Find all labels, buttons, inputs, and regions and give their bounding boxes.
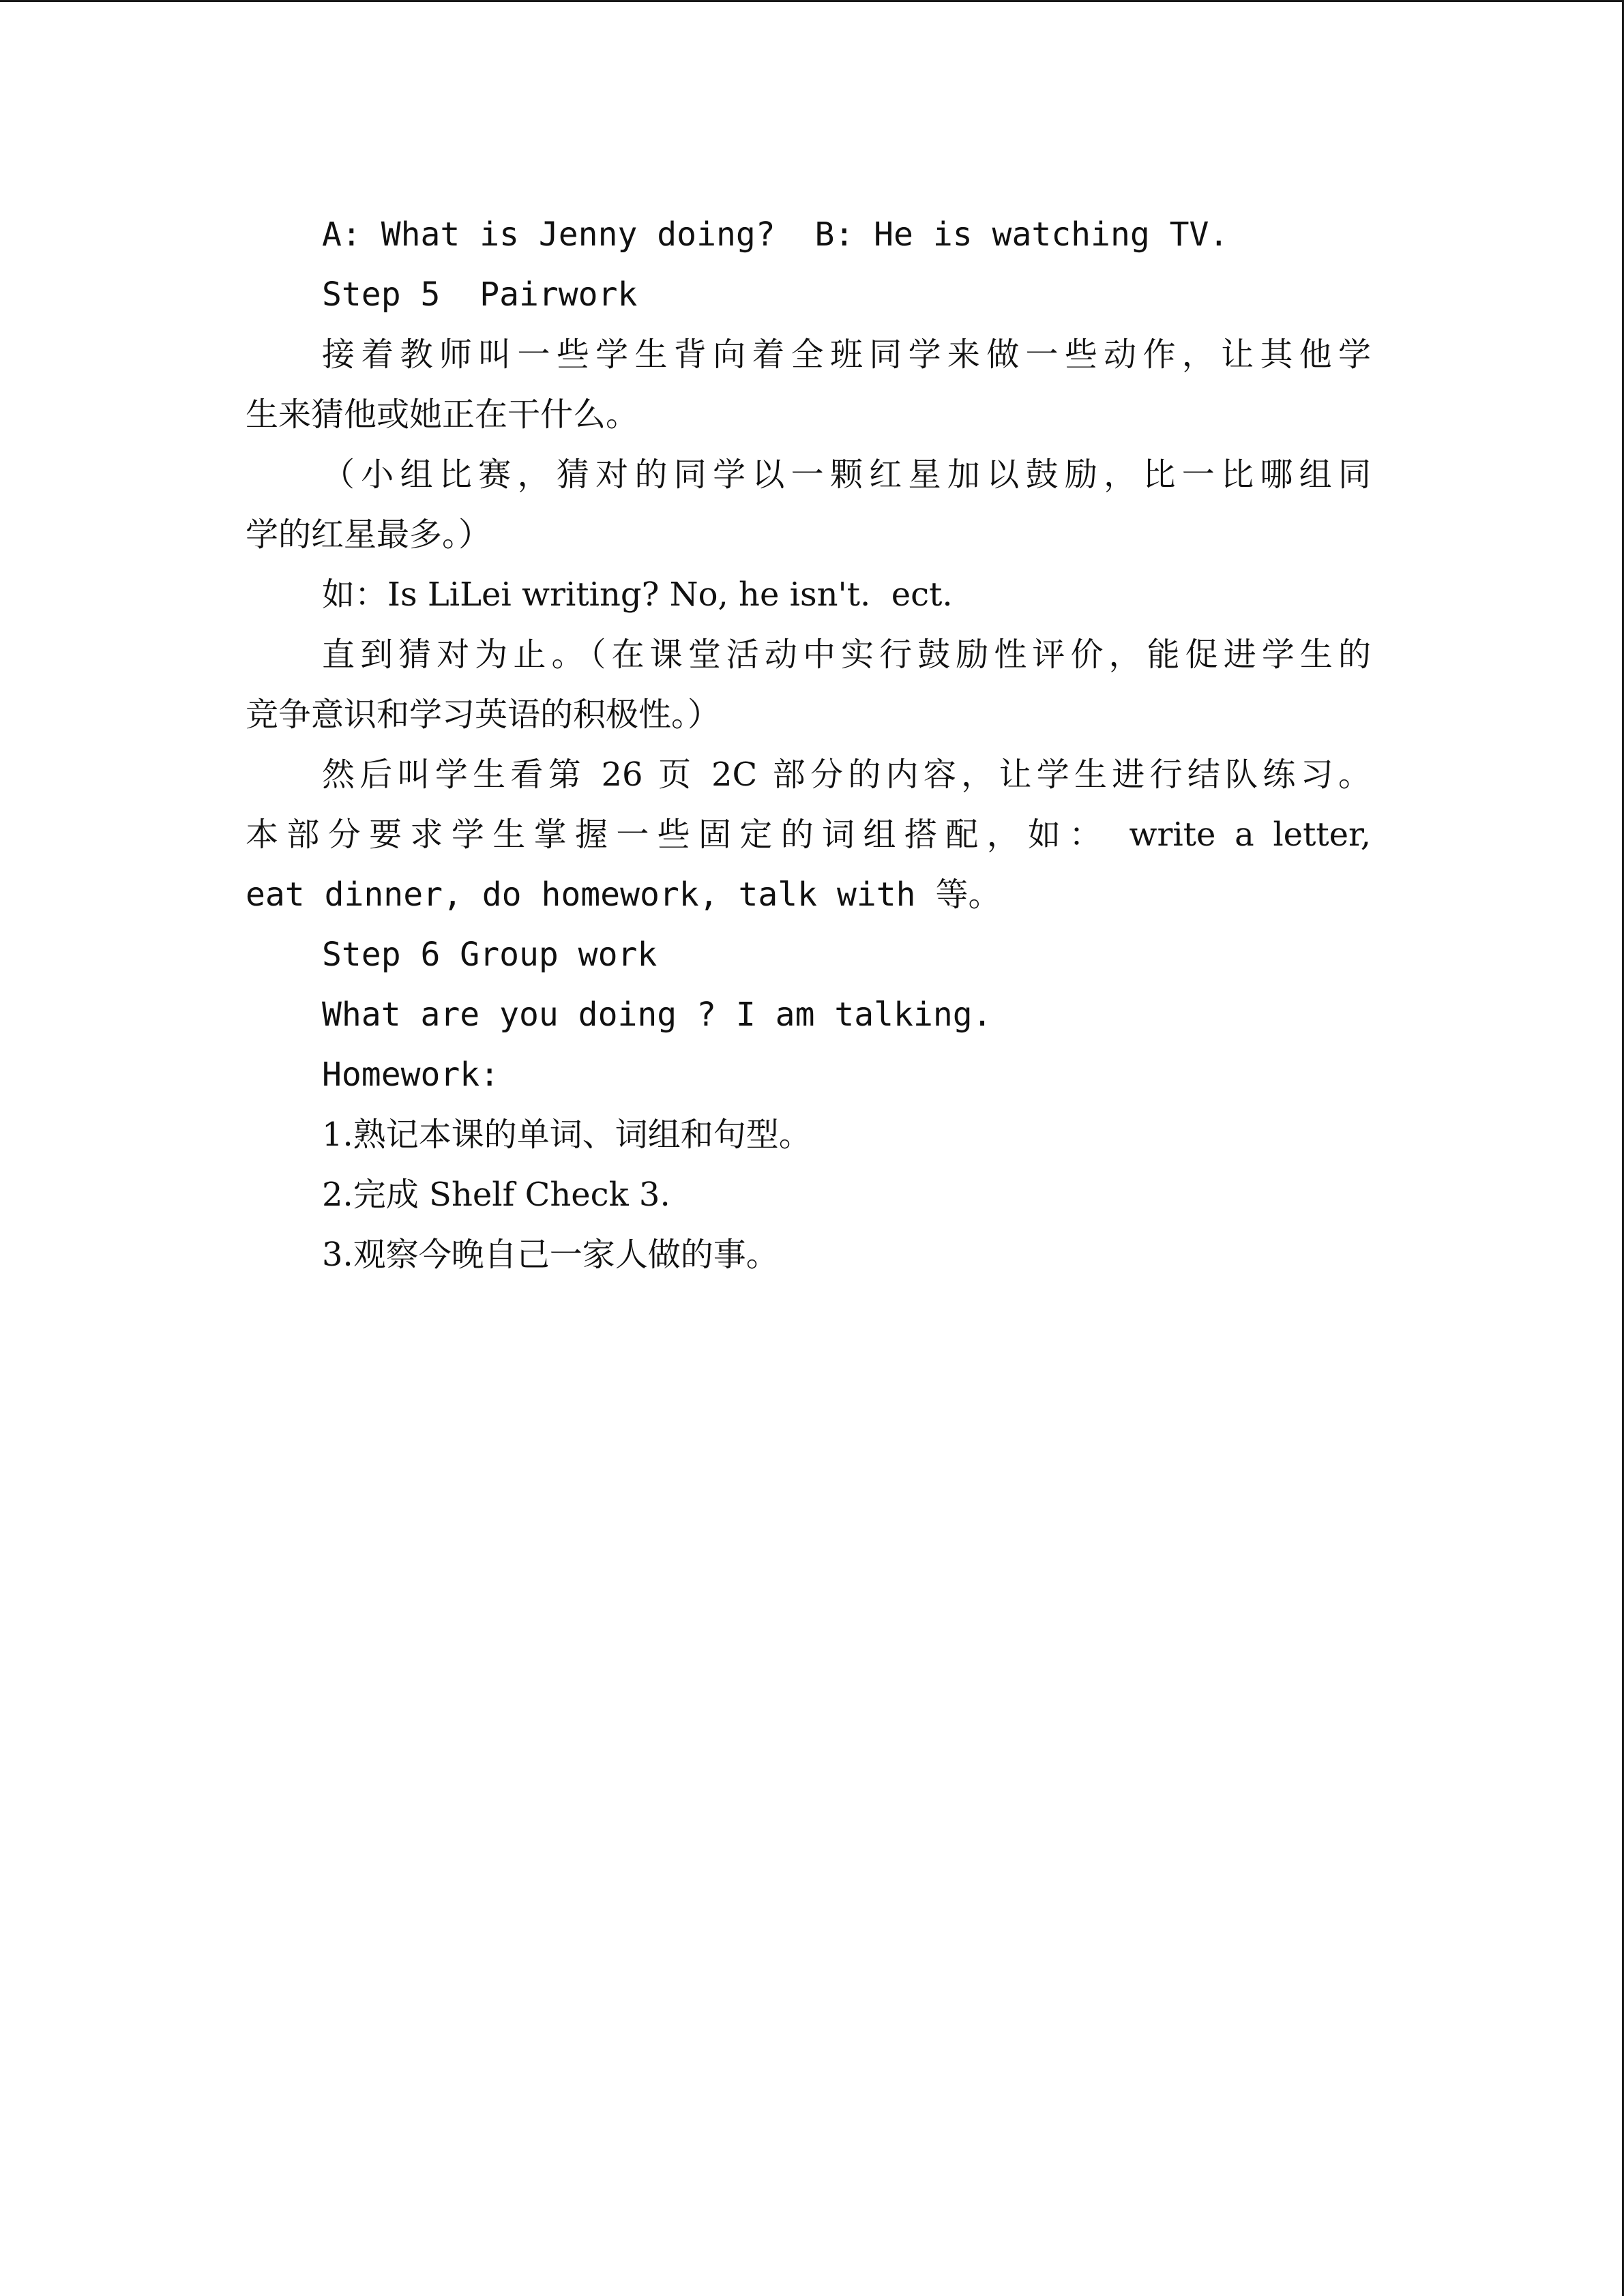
dialogue-line: What are you doing ? I am talking. (322, 996, 992, 1034)
paragraph-line: 然后叫学生看第 26 页 2C 部分的内容，让学生进行结队练习。 (322, 756, 1371, 794)
homework-item: 3.观察今晚自己一家人做的事。 (322, 1236, 779, 1274)
dialogue-line: A: What is Jenny doing? B: He is watching TV. (322, 215, 1229, 254)
paragraph-line: （小组比赛，猜对的同学以一颗红星加以鼓励，比一比哪组同 (322, 456, 1371, 494)
paragraph-line: 直到猜对为止。（在课堂活动中实行鼓励性评价，能促进学生的 (322, 636, 1371, 674)
paragraph-line: 本部分要求学生掌握一些固定的词组搭配，如： write a letter, (246, 816, 1371, 854)
paragraph-line: eat dinner, do homework, talk with 等。 (246, 876, 1001, 914)
paragraph-line: 接着教师叫一些学生背向着全班同学来做一些动作，让其他学 (322, 336, 1371, 374)
paragraph-line: 生来猜他或她正在干什么。 (246, 396, 639, 434)
paragraph-line: 学的红星最多。） (246, 516, 492, 554)
homework-item: 1.熟记本课的单词、词组和句型。 (322, 1116, 812, 1154)
document-body (246, 205, 1371, 1285)
step-5-heading: Step 5 Pairwork (322, 275, 638, 314)
paragraph-line: 竞争意识和学习英语的积极性。） (246, 696, 721, 734)
example-line: 如：Is LiLei writing? No, he isn't. ect. (322, 576, 953, 614)
step-6-heading: Step 6 Group work (322, 936, 658, 974)
page-top-border (0, 0, 1624, 2)
homework-heading: Homework: (322, 1056, 500, 1094)
homework-item: 2.完成 Shelf Check 3. (322, 1176, 670, 1214)
